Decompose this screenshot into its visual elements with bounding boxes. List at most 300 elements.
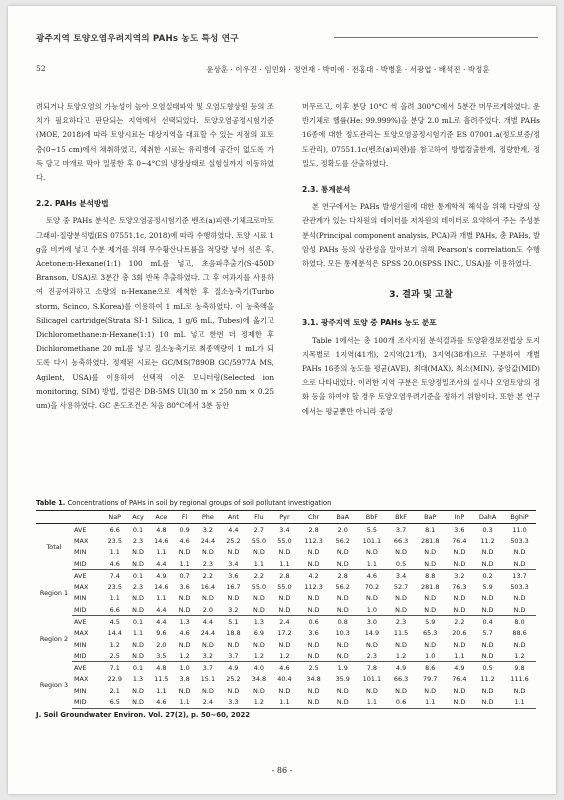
- table-cell: 1.1: [272, 558, 298, 570]
- table-cell: N.D: [297, 558, 330, 570]
- table-cell: N.D: [481, 686, 494, 695]
- table-cell: N.D: [201, 548, 214, 557]
- table-cell: 9.6: [156, 629, 167, 638]
- stat-label: MIN: [74, 640, 87, 649]
- table-cell: 111.6: [510, 675, 529, 684]
- table-cell: N.D: [388, 604, 414, 616]
- table-cell: 76.4: [452, 675, 467, 684]
- table-cell: 2.3: [132, 536, 144, 545]
- table-cell: N.D: [272, 604, 298, 616]
- table-cell: 18.8: [226, 629, 241, 638]
- table-cell: 24.4: [200, 536, 216, 545]
- table-cell: 4.4: [202, 617, 213, 626]
- table-cell: N.D: [246, 604, 272, 616]
- table-row: [36, 650, 536, 662]
- table-cell: 16.4: [200, 583, 216, 592]
- table-cell: N.D: [481, 594, 494, 603]
- table-row: [36, 674, 536, 685]
- table-cell: 112.3: [304, 583, 323, 592]
- table-cell: 503.3: [510, 583, 529, 592]
- table-header-row: [36, 511, 536, 524]
- table-cell: 11.0: [512, 525, 527, 534]
- table-cell: 2.3: [132, 583, 144, 592]
- table-cell: N.D: [132, 594, 144, 603]
- table-cell: N.D: [481, 640, 494, 649]
- table-cell: 76.3: [452, 583, 467, 592]
- table-cell: 3.2: [202, 525, 213, 534]
- table-cell: 11.2: [480, 536, 495, 545]
- table-cell: 0.6: [388, 696, 414, 708]
- table-cell: N.D: [395, 686, 407, 695]
- table-cell: 20.6: [452, 629, 467, 638]
- table-cell: 0.8: [337, 617, 348, 626]
- table-cell: N.D: [307, 594, 320, 603]
- table-cell: N.D: [330, 696, 356, 708]
- table-cell: 55.0: [277, 536, 292, 545]
- document-page: [8, 6, 556, 794]
- table-cell: N.D: [513, 640, 526, 649]
- table-cell: 79.7: [423, 675, 438, 684]
- paragraph: 토양 중 PAHs 분석은 토양오염공정시험기준 벤조(a)피렌-기체크로마토그래피-질량분석법(ES 07551.1c, 2018)에 따라 수행하였다. 토양 시료 1 g을 비커에 넣고 수분 제거를 위해 무수황산나트륨을 적당량 넣어 섞은 후, Acetone:n-Hexane(1:1) 100 mL를 넣고, 초음파추출기(S-450D Branson, USA)로 3분간 총 3회 반복 추출하였다. 그 후 여과지를 사용하여 진공여과하고 소량의 n-Hexane으로 세척한 후 질소농축기(Turbo storm, Scinco, S.Korea)를 이용하여 1 mL로 농축하였다. 이 농축액을 Silicagel cartridge(Strata SI-1 Silica, 1 g/6 mL, Tubes)에 옮기고 Dichloromethane:n-Hexane(1:1) 10 mL 넣고 한번 더 정제한 후 Dichloromethane 20 mL를 넣고 질소농축기로 최종액량이 1 mL가 되도록 다시 농축하였다. 정제된 시료는 GC/MS(7890B GC/5977A MS, Agilent, USA)를 이용하여 선택적 이온 모니터링(Selected ion monitoring, SIM) 방법, 컬럼은 DB-5MS UI(30 m × 250 nm × 0.25 um)을 사용하였다. GC 온도조건은 처음 80°C에서 3분 동안: [36, 216, 274, 411]
- table-cell: 13.7: [512, 571, 527, 580]
- table-cell: N.D: [447, 604, 473, 616]
- table-row: [36, 570, 536, 582]
- table-cell: 4.6: [102, 558, 128, 570]
- stat-header: [72, 511, 102, 524]
- table-cell: N.D: [201, 640, 214, 649]
- table-cell: 66.3: [393, 675, 409, 684]
- table-cell: N.D: [330, 604, 356, 616]
- table-cell: 5.9: [482, 583, 493, 592]
- table-cell: N.D: [414, 558, 447, 570]
- table-cell: N.D: [201, 594, 214, 603]
- table-row: [36, 685, 536, 696]
- table-cell: N.D: [227, 594, 240, 603]
- journal-citation: J. Soil Groundwater Environ. Vol. 27(2), p. 50~60, 2022: [36, 711, 251, 719]
- paragraph: 본 연구에서는 PAHs 발생기원에 대한 통계학적 해석을 위해 다량의 상관관계가 있는 다차원의 데이터를 저차원의 데이터로 요약하여 주는 주성분분석(Principal component analysis, PCA)과 개별 PAHs, 총 PAHs, 발암성 PAHs 등의 상관성을 알아보기 위해 Pearson's correlation도 수행하였다. 모든 통계분석은 SPSS 20.0(SPSS INC., USA)를 이용하였다.: [302, 202, 541, 269]
- table-cell: N.D: [472, 696, 503, 708]
- table-cell: N.D: [307, 548, 320, 557]
- table-cell: 3.2: [454, 571, 465, 580]
- table-cell: 0.7: [179, 571, 190, 580]
- table-cell: 2.5: [308, 664, 319, 673]
- table-cell: 3.5: [149, 650, 175, 662]
- table-cell: 3.7: [395, 525, 407, 534]
- table-cell: N.D: [178, 548, 191, 557]
- table-cell: N.D: [503, 604, 536, 616]
- table-row: [36, 558, 536, 570]
- table-cell: 3.2: [195, 650, 221, 662]
- table-cell: 65.3: [423, 629, 438, 638]
- column-header: Acy: [128, 511, 149, 524]
- pahs-table: [36, 510, 536, 709]
- table-cell: N.D: [453, 686, 466, 695]
- table-cell: 2.8: [279, 571, 290, 580]
- table-cell: 2.3: [356, 650, 389, 662]
- table-cell: 4.6: [179, 629, 190, 638]
- table-cell: 52.7: [393, 583, 409, 592]
- region-label: Total: [46, 542, 62, 551]
- table-cell: 8.1: [425, 525, 436, 534]
- table-cell: N.D: [128, 650, 149, 662]
- table-cell: N.D: [128, 696, 149, 708]
- table-cell: N.D: [414, 604, 447, 616]
- table-cell: N.D: [336, 594, 349, 603]
- table-cell: 4.8: [156, 664, 167, 673]
- table-cell: 5.5: [366, 525, 378, 534]
- stat-label: MIN: [74, 686, 87, 695]
- table-cell: N.D: [472, 604, 503, 616]
- table-cell: 0.1: [132, 525, 144, 534]
- table-cell: 40.4: [277, 675, 292, 684]
- table-cell: N.D: [278, 686, 291, 695]
- table-cell: 101.1: [362, 536, 382, 545]
- table-cell: 3.6: [179, 583, 190, 592]
- table-cell: 9.8: [514, 664, 525, 673]
- table-cell: 5.9: [425, 617, 436, 626]
- table-cell: N.D: [336, 640, 349, 649]
- table-cell: 24.4: [200, 629, 216, 638]
- table-cell: 1.1: [272, 696, 298, 708]
- table-row: [36, 535, 536, 546]
- table-cell: 1.0: [179, 664, 190, 673]
- column-header: InP: [447, 511, 473, 524]
- table-cell: 1.3: [179, 617, 190, 626]
- table-cell: 2.3: [395, 617, 407, 626]
- table-cell: 4.4: [149, 558, 175, 570]
- table-cell: 55.0: [277, 583, 292, 592]
- table-cell: 0.5: [388, 558, 414, 570]
- table-cell: 4.4: [156, 617, 167, 626]
- table-cell: 1.1: [132, 629, 144, 638]
- column-header: Flu: [246, 511, 272, 524]
- table-cell: 11.5: [154, 675, 169, 684]
- table-header: [36, 511, 536, 524]
- table-cell: N.D: [424, 594, 437, 603]
- table-cell: N.D: [132, 640, 144, 649]
- table-cell: N.D: [447, 558, 473, 570]
- table-cell: 0.4: [482, 617, 493, 626]
- table-cell: 1.2: [388, 650, 414, 662]
- table-cell: N.D: [307, 640, 320, 649]
- table-cell: 1.1: [156, 548, 167, 557]
- table-cell: 8.6: [425, 664, 436, 673]
- table-cell: N.D: [424, 640, 437, 649]
- table-cell: 56.2: [335, 583, 350, 592]
- table-cell: N.D: [253, 548, 265, 557]
- table-cell: 7.8: [366, 664, 378, 673]
- column-header: BbF: [356, 511, 389, 524]
- table-cell: 1.1: [246, 558, 272, 570]
- table-cell: 0.2: [482, 571, 493, 580]
- table-cell: 3.2: [221, 604, 247, 616]
- table-cell: N.D: [453, 594, 466, 603]
- table-cell: 0.6: [308, 617, 319, 626]
- running-title: 광주지역 토양오염우려지역의 PAHs 농도 특성 연구: [36, 34, 239, 44]
- table-cell: 10.3: [335, 629, 350, 638]
- table-cell: 2.7: [253, 525, 265, 534]
- header-rule: [334, 37, 538, 38]
- table-cell: 3.7: [221, 650, 247, 662]
- table-cell: N.D: [453, 640, 466, 649]
- table-caption: [36, 499, 536, 507]
- table-cell: 5.7: [482, 629, 493, 638]
- column-header: Pyr: [272, 511, 298, 524]
- table-cell: 1.1: [503, 696, 536, 708]
- table-cell: N.D: [307, 686, 320, 695]
- table-cell: 2.2: [202, 571, 213, 580]
- table-cell: 4.6: [149, 696, 175, 708]
- column-header: DahA: [472, 511, 503, 524]
- table-cell: 281.8: [420, 583, 440, 592]
- table-cell: 4.9: [228, 664, 239, 673]
- table-cell: N.D: [178, 594, 191, 603]
- table-row: [36, 696, 536, 708]
- table-cell: N.D: [513, 548, 526, 557]
- table-cell: 2.2: [253, 571, 265, 580]
- table-cell: 34.8: [306, 675, 321, 684]
- table-cell: N.D: [330, 650, 356, 662]
- table-cell: 4.9: [395, 664, 407, 673]
- table-cell: 1.1: [447, 650, 473, 662]
- table-cell: N.D: [481, 548, 494, 557]
- table-row: [36, 639, 536, 650]
- table-cell: 1.0: [414, 650, 447, 662]
- table-cell: N.D: [128, 558, 149, 570]
- table-cell: 23.5: [107, 583, 122, 592]
- table-cell: N.D: [132, 548, 144, 557]
- column-header: Chr: [297, 511, 330, 524]
- table-caption-label: Table 1.: [36, 499, 66, 507]
- table-cell: 1.3: [132, 675, 144, 684]
- column-header: Ant: [221, 511, 247, 524]
- table-cell: 14.9: [364, 629, 380, 638]
- table-cell: 56.2: [335, 536, 350, 545]
- table-cell: 101.1: [362, 675, 382, 684]
- column-header: BghiP: [503, 511, 536, 524]
- table-cell: 8.0: [514, 617, 525, 626]
- table-row: [36, 524, 536, 536]
- table-cell: 1.0: [356, 604, 389, 616]
- table-cell: N.D: [453, 548, 466, 557]
- table-cell: 1.2: [174, 650, 195, 662]
- table-cell: 2.1: [109, 686, 120, 695]
- table-cell: 2.2: [454, 617, 465, 626]
- table-cell: 1.9: [337, 664, 348, 673]
- table-cell: 1.1: [414, 696, 447, 708]
- table-cell: 14.4: [107, 629, 122, 638]
- table-cell: 1.1: [109, 548, 120, 557]
- table-cell: 55.0: [251, 583, 267, 592]
- table-cell: 1.2: [503, 650, 536, 662]
- table-cell: 2.4: [195, 696, 221, 708]
- table-cell: 4.9: [454, 664, 465, 673]
- table-row: [36, 593, 536, 604]
- table-cell: 1.1: [174, 696, 195, 708]
- table-cell: 3.4: [221, 558, 247, 570]
- table-cell: 15.1: [200, 675, 216, 684]
- column-header: BaA: [330, 511, 356, 524]
- table-cell: N.D: [253, 686, 265, 695]
- table-cell: 2.0: [195, 604, 221, 616]
- table-cell: 14.6: [154, 583, 169, 592]
- table-cell: N.D: [447, 696, 473, 708]
- table-cell: 4.2: [308, 571, 319, 580]
- table-cell: 3.4: [395, 571, 407, 580]
- section-heading: 3.1. 광주지역 토양 중 PAHs 농도 분포: [302, 318, 437, 328]
- table-cell: 2.8: [337, 571, 348, 580]
- table-cell: N.D: [424, 548, 437, 557]
- stat-label: MAX: [74, 675, 89, 684]
- stat-label: MAX: [74, 536, 89, 545]
- table-cell: 25.2: [226, 536, 241, 545]
- table-cell: 1.1: [156, 594, 167, 603]
- table-cell: N.D: [227, 548, 240, 557]
- paragraph: 려되거나 토양오염의 가능성이 높아 오염실태파악 및 오염도향상원 등의 조치가 필요하다고 판단되는 지역에서 선택되었다. 토양오염공정시험기준(MOE, 2018)에 따라 토양시료는 대상지역을 대표할 수 있는 지점의 표토층(0~15 cm)에서 채취하였고, 채취한 시료는 유리병에 공간이 없도록 가득 담고 마개로 막아 밀봉한 후 0~4°C의 냉장상태로 실험실까지 이동하였다.: [36, 102, 274, 183]
- stat-label: MIN: [74, 548, 87, 557]
- region-label: Region 1: [39, 588, 69, 597]
- table-cell: 35.9: [335, 675, 350, 684]
- table-cell: 34.8: [251, 675, 267, 684]
- table-cell: N.D: [128, 604, 149, 616]
- stat-label: AVE: [74, 617, 87, 626]
- table-row: [36, 547, 536, 558]
- stat-label: MID: [72, 696, 102, 708]
- table-cell: N.D: [472, 558, 503, 570]
- table-cell: 0.5: [482, 664, 493, 673]
- table-cell: N.D: [227, 640, 240, 649]
- column-header: Fl: [174, 511, 195, 524]
- stat-label: MID: [72, 650, 102, 662]
- table-cell: 1.1: [356, 558, 389, 570]
- table-cell: 3.3: [221, 696, 247, 708]
- table-cell: N.D: [278, 594, 291, 603]
- table-cell: N.D: [395, 548, 407, 557]
- section-heading: 2.3. 통계분석: [302, 185, 351, 195]
- table-cell: 76.4: [452, 536, 467, 545]
- table-cell: 6.5: [102, 696, 128, 708]
- author-list: 윤상훈 · 이우진 · 임민화 · 정연재 · 박미애 · 전홍대 · 박병훈 · 서광엽 · 배석진 · 박정훈: [206, 65, 490, 74]
- table-cell: N.D: [336, 686, 349, 695]
- table-cell: N.D: [297, 696, 330, 708]
- stat-label: AVE: [74, 664, 87, 673]
- table-cell: 1.3: [253, 617, 265, 626]
- table-cell: N.D: [227, 686, 240, 695]
- table-cell: 1.1: [109, 594, 120, 603]
- table-cell: 4.0: [253, 664, 265, 673]
- table-cell: 1.2: [246, 650, 272, 662]
- table-cell: N.D: [253, 594, 265, 603]
- region-header: [36, 511, 72, 524]
- column-header: BaP: [414, 511, 447, 524]
- table-cell: 7.4: [109, 571, 120, 580]
- table-cell: N.D: [395, 640, 407, 649]
- table-cell: 6.6: [102, 604, 128, 616]
- table-row: [36, 581, 536, 592]
- table-cell: 3.6: [308, 629, 319, 638]
- table-cell: 4.4: [149, 604, 175, 616]
- table-cell: 2.4: [279, 617, 290, 626]
- stat-label: MID: [72, 604, 102, 616]
- table-cell: 2.0: [337, 525, 348, 534]
- table-cell: 8.8: [425, 571, 436, 580]
- chapter-heading: 3. 결과 및 고찰: [389, 289, 453, 301]
- table-cell: 1.1: [174, 558, 195, 570]
- table-cell: N.D: [365, 686, 378, 695]
- table-cell: N.D: [330, 558, 356, 570]
- table-cell: 11.2: [480, 675, 495, 684]
- table-cell: 3.6: [454, 525, 465, 534]
- table-cell: 66.3: [393, 536, 409, 545]
- table-cell: N.D: [503, 558, 536, 570]
- table-cell: N.D: [132, 686, 144, 695]
- table-cell: 22.9: [107, 675, 122, 684]
- table-cell: 7.1: [109, 664, 120, 673]
- footer-page-number: - 86 -: [271, 766, 293, 775]
- table-cell: 1.1: [156, 686, 167, 695]
- table-cell: 4.5: [109, 617, 120, 626]
- table-1: [36, 499, 536, 709]
- table-cell: N.D: [513, 594, 526, 603]
- table-cell: 4.9: [156, 571, 167, 580]
- table-row: [36, 662, 536, 674]
- table-row: [36, 628, 536, 639]
- table-cell: N.D: [424, 686, 437, 695]
- table-cell: N.D: [365, 640, 378, 649]
- table-cell: N.D: [365, 548, 378, 557]
- column-header: NaP: [102, 511, 128, 524]
- table-cell: 0.1: [132, 664, 144, 673]
- table-cell: 4.8: [156, 525, 167, 534]
- stat-label: MID: [72, 558, 102, 570]
- right-column: [302, 100, 540, 419]
- table-cell: N.D: [278, 548, 291, 557]
- table-cell: 5.1: [228, 617, 239, 626]
- table-cell: 6.9: [253, 629, 265, 638]
- table-cell: 25.2: [226, 675, 241, 684]
- table-cell: 2.3: [195, 558, 221, 570]
- table-cell: 4.6: [366, 571, 378, 580]
- table-cell: 17.2: [277, 629, 292, 638]
- paragraph: 머무르고, 이후 분당 10°C 씩 올려 300°C에서 5분간 머무르게하였다. 운반기체로 헬륨(He: 99.999%)을 분당 2.0 mL로 흘려주었다. 개별 PAHs 16종에 대한 정도관리는 토양오염공정시험기준 ES 07001.a(정도보증/정도관리), 07551.1c(벤조(a)피렌)를 참고하여 방법검출한계, 정량한계, 정밀도, 정확도를 산출하였다.: [302, 102, 540, 168]
- table-cell: 70.2: [364, 583, 380, 592]
- table-cell: 1.2: [109, 640, 120, 649]
- region-label: Region 2: [39, 634, 69, 643]
- table-caption-text: Concentrations of PAHs in soil by regional groups of soil pollutant investigation: [67, 499, 332, 507]
- table-cell: 1.2: [272, 650, 298, 662]
- table-cell: 0.1: [132, 571, 144, 580]
- table-cell: 2.5: [102, 650, 128, 662]
- table-cell: N.D: [395, 594, 407, 603]
- left-column: [36, 100, 274, 413]
- stat-label: AVE: [74, 525, 87, 534]
- table-cell: 23.5: [107, 536, 122, 545]
- table-cell: 4.6: [279, 664, 290, 673]
- table-cell: 281.8: [420, 536, 440, 545]
- table-cell: 2.0: [156, 640, 167, 649]
- table-cell: 112.3: [304, 536, 323, 545]
- table-cell: 4.6: [179, 536, 190, 545]
- table-cell: N.D: [253, 640, 265, 649]
- region-label: Region 3: [39, 681, 69, 690]
- stat-label: AVE: [74, 571, 87, 580]
- table-cell: 3.7: [202, 664, 213, 673]
- table-cell: N.D: [297, 604, 330, 616]
- section-heading: 2.2. PAHs 분석방법: [36, 199, 109, 209]
- table-cell: 4.4: [228, 525, 239, 534]
- table-cell: 16.7: [226, 583, 241, 592]
- table-cell: 0.3: [482, 525, 493, 534]
